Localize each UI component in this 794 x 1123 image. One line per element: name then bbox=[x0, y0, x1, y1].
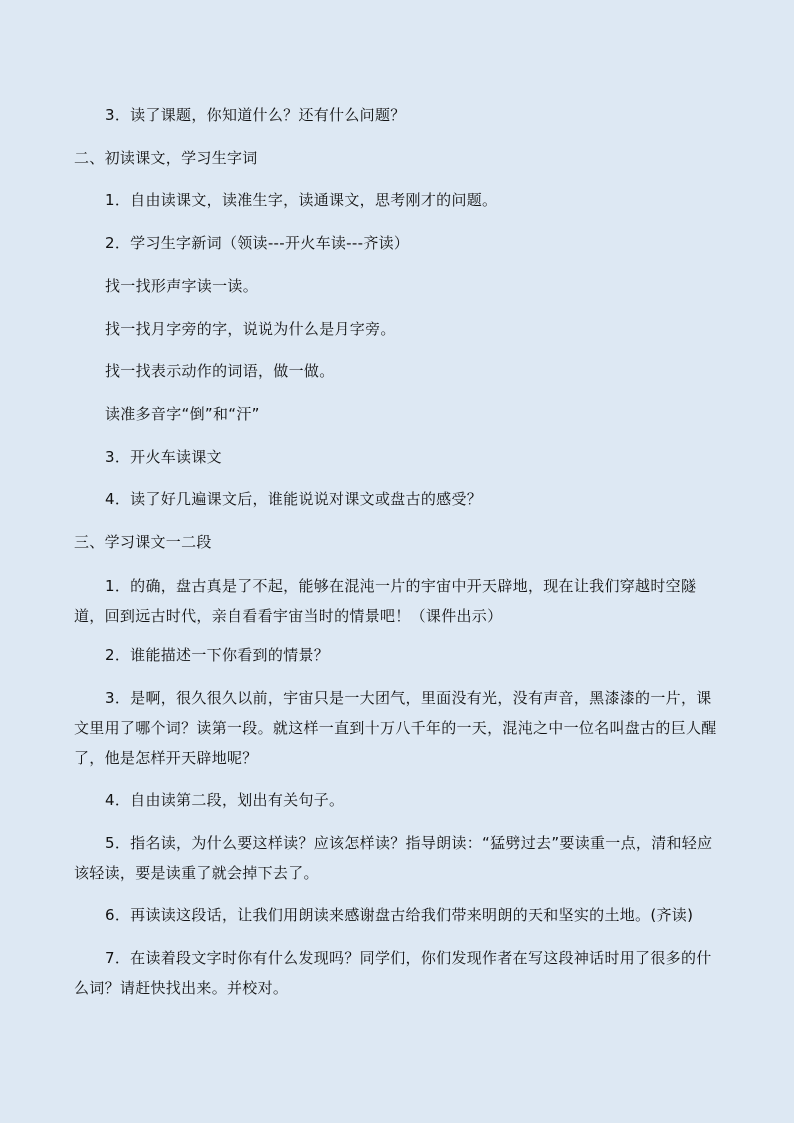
paragraph: 7．在读着段文字时你有什么发现吗？同学们，你们发现作者在写这段神话时用了很多的什么词？请赶快找出来。并校对。 bbox=[74, 949, 712, 997]
paragraph-line: 3．读了课题，你知道什么？还有什么问题？ bbox=[105, 106, 406, 124]
paragraph: 3．是啊，很久很久以前，宇宙只是一大团气，里面没有光，没有声音，黑漆漆的一片，课文里用了哪个词？读第一段。就这样一直到十万八千年的一天，混沌之中一位名叫盘古的巨人醒了，他是怎样开天辟地呢？ bbox=[74, 689, 717, 767]
paragraph-line: 找一找表示动作的词语，做一做。 bbox=[105, 362, 335, 380]
paragraph-line: 4．自由读第二段，划出有关句子。 bbox=[105, 791, 345, 809]
paragraph-line: 2．谁能描述一下你看到的情景？ bbox=[105, 646, 330, 664]
paragraph-line: 6．再读读这段话，让我们用朗读来感谢盘古给我们带来明朗的天和坚实的土地。(齐读) bbox=[105, 906, 694, 924]
paragraph: 5．指名读，为什么要这样读？应该怎样读？指导朗读：“猛劈过去”要读重一点，清和轻应该轻读，要是读重了就会掉下去了。 bbox=[74, 834, 713, 882]
paragraph-line: 1．自由读课文，读准生字，读通课文，思考刚才的问题。 bbox=[105, 191, 498, 209]
section-heading: 三、学习课文一二段 bbox=[74, 533, 212, 551]
section-heading: 二、初读课文，学习生字词 bbox=[74, 149, 258, 167]
paragraph-line: 2．学习生字新词（领读---开火车读---齐读） bbox=[105, 234, 410, 252]
paragraph-line: 3．开火车读课文 bbox=[105, 448, 222, 466]
paragraph-line: 找一找形声字读一读。 bbox=[105, 277, 259, 295]
paragraph-line: 读准多音字“倒”和“汗” bbox=[105, 405, 260, 423]
paragraph: 1．的确，盘古真是了不起，能够在混沌一片的宇宙中开天辟地，现在让我们穿越时空隧道，回到远古时代，亲自看看宇宙当时的情景吧！（课件出示） bbox=[74, 577, 697, 625]
paragraph-line: 4．读了好几遍课文后，谁能说说对课文或盘古的感受？ bbox=[105, 490, 483, 508]
paragraph-line: 找一找月字旁的字，说说为什么是月字旁。 bbox=[105, 320, 396, 338]
